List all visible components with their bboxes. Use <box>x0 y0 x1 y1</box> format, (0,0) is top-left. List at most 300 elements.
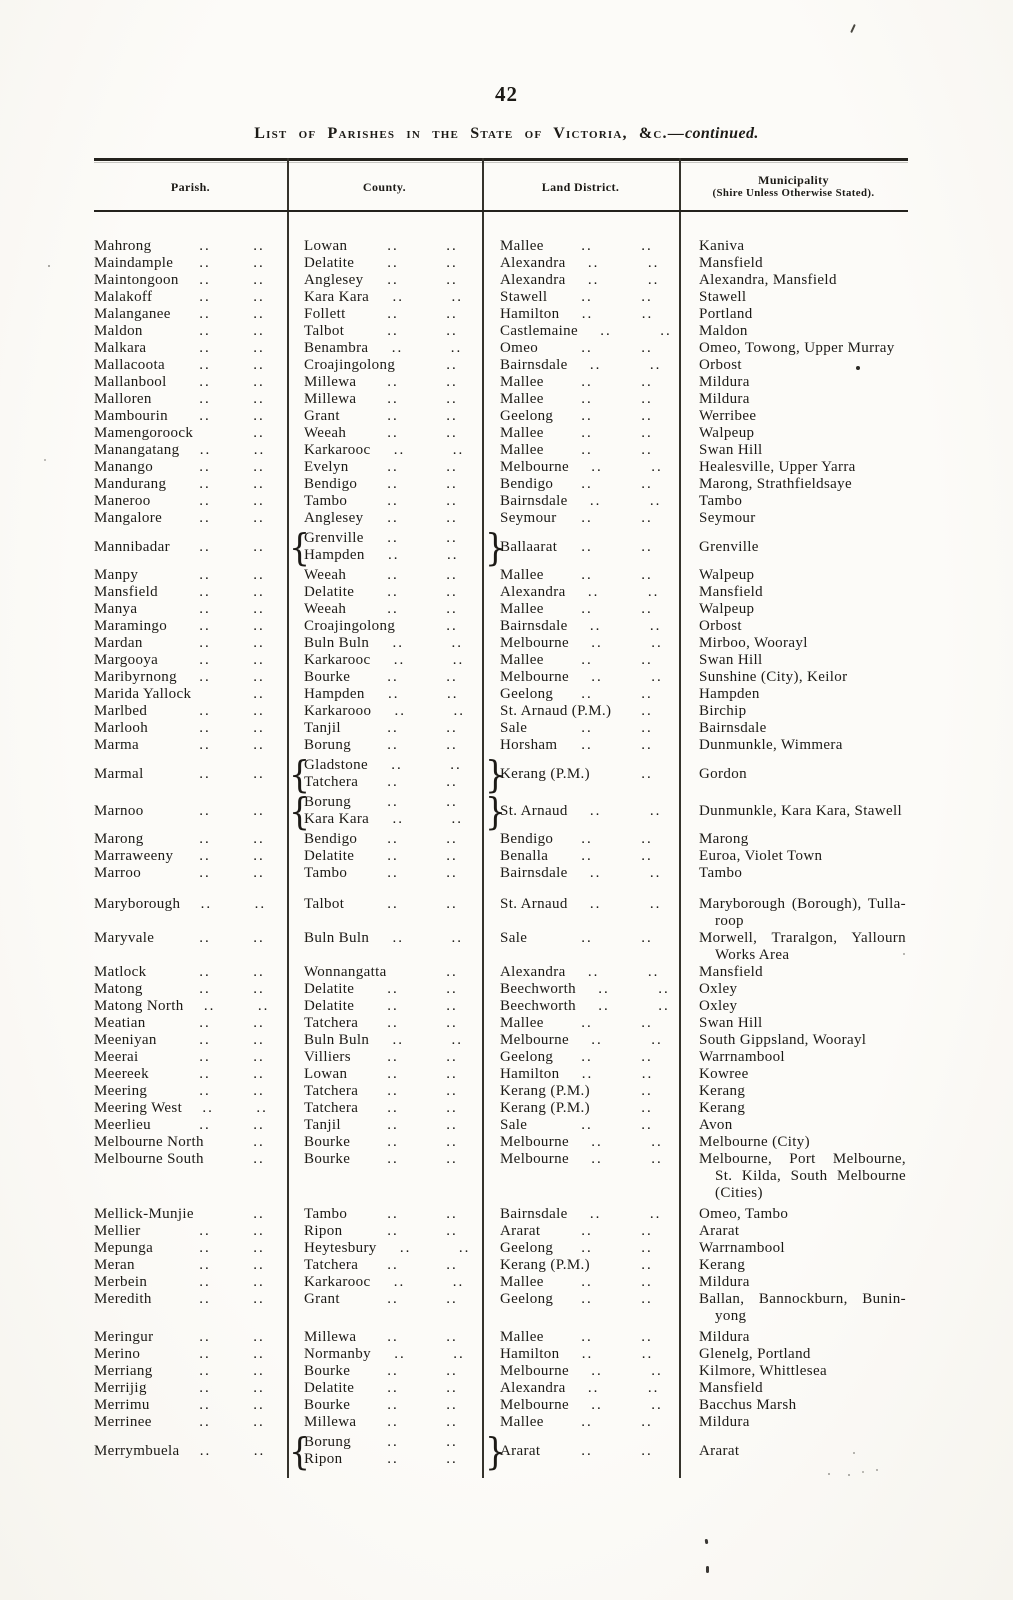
county-line <box>304 1240 482 1257</box>
leader-dots: .. <box>199 584 211 600</box>
county-name: Bourke <box>304 1363 351 1379</box>
land-district-name: Mallee <box>500 652 544 668</box>
leader-dots: .. <box>581 831 593 847</box>
leader-dots: .. <box>450 340 463 356</box>
parish-line <box>94 1206 287 1223</box>
parish-line <box>94 340 287 357</box>
parish-name: Maintongoon <box>94 272 179 288</box>
leader-dots: .. <box>641 720 653 736</box>
county-name: Normanby <box>304 1346 371 1362</box>
land-line <box>500 1206 679 1223</box>
leader-dots: .. <box>253 765 265 782</box>
leader-dots: .. <box>589 493 602 509</box>
curly-brace-right: } <box>485 1429 506 1473</box>
parish-cell <box>94 930 287 964</box>
parish-name: Mellier <box>94 1223 141 1239</box>
parish-cell <box>94 794 287 828</box>
parish-cell <box>94 848 287 865</box>
table-row <box>94 1414 908 1431</box>
leader-dots: .. <box>446 567 458 583</box>
leader-dots: .. <box>387 1434 399 1450</box>
leader-dots: .. <box>199 802 211 819</box>
land-line <box>500 831 679 848</box>
parish-line <box>94 1291 287 1308</box>
municipality-text: Mansfield <box>699 1380 763 1396</box>
land-district-name: Omeo <box>500 340 539 356</box>
county-cell <box>287 752 482 796</box>
land-district-cell <box>482 1257 679 1274</box>
leader-dots: .. <box>641 289 653 305</box>
county-name: Borung <box>304 737 352 753</box>
county-cell <box>287 238 482 255</box>
leader-dots: .. <box>387 476 399 492</box>
municipality-text: Swan Hill <box>699 652 763 668</box>
parish-cell <box>94 686 287 703</box>
leader-dots: .. <box>253 981 265 997</box>
county-name: Grant <box>304 1291 340 1307</box>
municipality-cell <box>679 1329 908 1346</box>
table-row <box>94 981 908 998</box>
parish-cell <box>94 1414 287 1431</box>
land-district-name: Alexandra <box>500 584 566 600</box>
county-line <box>304 1134 482 1151</box>
leader-dots: .. <box>446 774 458 790</box>
parish-line <box>94 930 287 947</box>
leader-dots: .. <box>200 896 213 912</box>
ink-speck <box>44 459 46 461</box>
column-header-county: County. <box>362 179 407 194</box>
municipality-text <box>699 930 906 964</box>
county-line <box>304 831 482 848</box>
leader-dots: .. <box>581 720 593 736</box>
land-district-cell <box>482 323 679 340</box>
land-district-cell <box>482 601 679 618</box>
county-cell <box>287 831 482 848</box>
county-line <box>304 652 482 669</box>
land-line <box>500 408 679 425</box>
parish-name: Mamengoroock <box>94 425 194 441</box>
parish-cell <box>94 669 287 686</box>
parish-line <box>94 306 287 323</box>
leader-dots: .. <box>589 896 602 912</box>
parish-name: Meeniyan <box>94 1032 157 1048</box>
county-cell <box>287 1083 482 1100</box>
table-row <box>94 1257 908 1274</box>
land-district-cell <box>482 998 679 1015</box>
municipality-cell <box>679 1414 908 1431</box>
leader-dots: .. <box>253 1151 265 1167</box>
leader-dots: .. <box>392 1032 404 1048</box>
leader-dots: .. <box>641 1329 653 1345</box>
parish-name: Matlock <box>94 964 147 980</box>
parish-cell <box>94 1240 287 1257</box>
county-cell <box>287 1151 482 1202</box>
leader-dots: .. <box>253 1291 265 1307</box>
parish-line <box>94 1151 287 1168</box>
land-district-name: Ararat <box>500 1442 541 1459</box>
leader-dots: .. <box>446 1363 458 1379</box>
land-district-cell <box>482 848 679 865</box>
leader-dots: .. <box>641 425 653 441</box>
leader-dots: .. <box>199 669 211 685</box>
county-cell <box>287 525 482 569</box>
parish-line <box>94 1049 287 1066</box>
leader-dots: .. <box>446 306 458 322</box>
parish-name: Meerlieu <box>94 1117 151 1133</box>
land-line <box>500 1291 679 1308</box>
table-row <box>94 635 908 652</box>
leader-dots: .. <box>387 1329 399 1345</box>
leader-dots: .. <box>387 1015 399 1031</box>
leader-dots: .. <box>641 1274 653 1290</box>
municipality-cell <box>679 1434 908 1468</box>
land-district-cell <box>482 1083 679 1100</box>
county-cell <box>287 1134 482 1151</box>
leader-dots: .. <box>387 1100 399 1116</box>
leader-dots: .. <box>641 476 653 492</box>
table-row <box>94 865 908 882</box>
parish-name: Marnoo <box>94 802 144 819</box>
table-row <box>94 601 908 618</box>
parish-line <box>94 766 287 783</box>
parish-line <box>94 539 287 556</box>
parish-line <box>94 374 287 391</box>
parish-name: Manya <box>94 601 138 617</box>
leader-dots: .. <box>452 442 465 458</box>
parish-cell <box>94 964 287 981</box>
parish-name: Marmal <box>94 765 144 782</box>
parish-name: Melbourne North <box>94 1134 204 1150</box>
leader-dots: .. <box>387 510 399 526</box>
county-line <box>304 1066 482 1083</box>
parish-name: Mallacoota <box>94 357 165 373</box>
leader-dots: .. <box>199 272 211 288</box>
leader-dots: .. <box>447 547 459 563</box>
municipality-text: Oxley <box>699 998 738 1014</box>
leader-dots: .. <box>253 737 265 753</box>
leader-dots: .. <box>253 1049 265 1065</box>
leader-dots: .. <box>641 1346 654 1362</box>
parish-name: Marlbed <box>94 703 148 719</box>
land-district-cell <box>482 1346 679 1363</box>
leader-dots: .. <box>387 425 399 441</box>
table-row <box>94 567 908 584</box>
leader-dots: .. <box>641 1117 653 1133</box>
table-row <box>94 584 908 601</box>
land-district-cell <box>482 510 679 527</box>
county-name: Tanjil <box>304 1117 341 1133</box>
county-line <box>304 848 482 865</box>
parish-name: Manangatang <box>94 442 180 458</box>
parish-name: Malloren <box>94 391 152 407</box>
leader-dots: .. <box>199 1414 211 1430</box>
land-line <box>500 510 679 527</box>
municipality-text: Birchip <box>699 703 747 719</box>
parish-line <box>94 1329 287 1346</box>
table-row <box>94 1223 908 1240</box>
land-line <box>500 686 679 703</box>
county-cell <box>287 374 482 391</box>
land-district-cell <box>482 1240 679 1257</box>
land-district-name: Geelong <box>500 1049 554 1065</box>
county-name: Bourke <box>304 1397 351 1413</box>
leader-dots: .. <box>446 323 458 339</box>
leader-dots: .. <box>387 1117 399 1133</box>
ink-speck <box>848 1474 850 1476</box>
leader-dots: .. <box>587 584 600 600</box>
leader-dots: .. <box>641 1083 653 1099</box>
leader-dots: .. <box>199 848 211 864</box>
municipality-cell <box>679 1206 908 1223</box>
leader-dots: .. <box>199 255 211 271</box>
county-line <box>304 774 482 791</box>
land-line <box>500 493 679 510</box>
land-line <box>500 1443 679 1460</box>
leader-dots: .. <box>199 930 211 946</box>
leader-dots: .. <box>387 272 399 288</box>
leader-dots: .. <box>387 1451 399 1467</box>
municipality-cell <box>679 238 908 255</box>
land-district-cell <box>482 289 679 306</box>
leader-dots: .. <box>647 1380 660 1396</box>
parish-line <box>94 618 287 635</box>
municipality-text: Swan Hill <box>699 1015 763 1031</box>
table-row <box>94 652 908 669</box>
municipality-cell <box>679 391 908 408</box>
county-line <box>304 1363 482 1380</box>
land-district-cell <box>482 1117 679 1134</box>
parish-line <box>94 737 287 754</box>
leader-dots: .. <box>253 669 265 685</box>
leader-dots: .. <box>387 530 399 546</box>
county-name: Weeah <box>304 601 347 617</box>
leader-dots: .. <box>253 442 266 458</box>
county-name: Evelyn <box>304 459 349 475</box>
leader-dots: .. <box>199 1257 211 1273</box>
municipality-text: Glenelg, Portland <box>699 1346 811 1362</box>
leader-dots: .. <box>450 757 462 773</box>
leader-dots: .. <box>641 737 653 753</box>
municipality-line: Ballan, Bannockburn, Bunin- <box>699 1291 906 1307</box>
county-line <box>304 567 482 584</box>
leader-dots: .. <box>446 964 458 980</box>
land-district-name: St. Arnaud <box>500 802 568 819</box>
parish-cell <box>94 391 287 408</box>
parish-line <box>94 1223 287 1240</box>
leader-dots: .. <box>641 1049 653 1065</box>
leader-dots: .. <box>253 408 265 424</box>
parish-line <box>94 1134 287 1151</box>
leader-dots: .. <box>199 601 211 617</box>
parish-cell <box>94 601 287 618</box>
leader-dots: .. <box>387 1397 399 1413</box>
municipality-text: Dunmunkle, Wimmera <box>699 737 843 753</box>
parish-name: Mandurang <box>94 476 167 492</box>
municipality-cell <box>679 981 908 998</box>
land-district-cell <box>482 737 679 754</box>
table-row <box>94 476 908 493</box>
land-line <box>500 1380 679 1397</box>
county-cell <box>287 584 482 601</box>
county-line <box>304 493 482 510</box>
leader-dots: .. <box>651 1397 663 1413</box>
leader-dots: .. <box>199 1049 211 1065</box>
municipality-cell <box>679 1380 908 1397</box>
county-cell <box>287 1240 482 1257</box>
leader-dots: .. <box>581 306 594 322</box>
leader-dots: .. <box>446 1291 458 1307</box>
parish-name: Maryvale <box>94 930 155 946</box>
table-row <box>94 408 908 425</box>
leader-dots: .. <box>199 652 211 668</box>
county-name: Borung <box>304 1434 352 1450</box>
parish-cell <box>94 1363 287 1380</box>
parish-line <box>94 1015 287 1032</box>
county-cell <box>287 1346 482 1363</box>
leader-dots: .. <box>387 1134 399 1150</box>
land-line <box>500 357 679 374</box>
leader-dots: .. <box>581 391 593 407</box>
leader-dots: .. <box>446 1049 458 1065</box>
land-district-cell <box>482 686 679 703</box>
county-name: Bourke <box>304 669 351 685</box>
land-district-name: Bairnsdale <box>500 865 568 881</box>
municipality-text: Kaniva <box>699 238 745 254</box>
land-district-name: Sale <box>500 1117 528 1133</box>
parish-cell <box>94 340 287 357</box>
leader-dots: .. <box>446 601 458 617</box>
county-name: Gladstone <box>304 757 368 773</box>
parish-cell <box>94 1134 287 1151</box>
county-line <box>304 255 482 272</box>
leader-dots: .. <box>641 652 653 668</box>
leader-dots: .. <box>591 459 603 475</box>
leader-dots: .. <box>649 896 662 912</box>
land-line <box>500 1117 679 1134</box>
parish-cell <box>94 408 287 425</box>
county-brace-lines <box>304 757 482 791</box>
parish-cell <box>94 1257 287 1274</box>
land-district-name: Kerang (P.M.) <box>500 765 590 782</box>
leader-dots: .. <box>446 1206 458 1222</box>
table-row <box>94 510 908 527</box>
parish-name: Marlooh <box>94 720 149 736</box>
parish-name: Merrimu <box>94 1397 150 1413</box>
parish-name: Mardan <box>94 635 143 651</box>
leader-dots: .. <box>199 459 211 475</box>
parish-line <box>94 703 287 720</box>
table-row <box>94 720 908 737</box>
parish-line <box>94 323 287 340</box>
table-row <box>94 272 908 289</box>
leader-dots: .. <box>446 493 458 509</box>
parish-name: Mambourin <box>94 408 168 424</box>
leader-dots: .. <box>647 584 660 600</box>
leader-dots: .. <box>199 1291 211 1307</box>
parish-line <box>94 720 287 737</box>
county-line <box>304 618 482 635</box>
county-name: Buln Buln <box>304 930 370 946</box>
county-name: Delatite <box>304 1380 355 1396</box>
municipality-cell <box>679 306 908 323</box>
parish-line <box>94 1414 287 1431</box>
parish-line <box>94 669 287 686</box>
municipality-text: Orbost <box>699 618 742 634</box>
municipality-text: Mildura <box>699 1274 750 1290</box>
leader-dots: .. <box>387 720 399 736</box>
leader-dots: .. <box>387 998 399 1014</box>
parish-name: Mellick-Munjie <box>94 1206 194 1222</box>
county-line <box>304 930 482 947</box>
municipality-cell <box>679 408 908 425</box>
county-name: Grenville <box>304 530 364 546</box>
municipality-text: Mildura <box>699 374 750 390</box>
municipality-cell <box>679 601 908 618</box>
leader-dots: .. <box>591 635 603 651</box>
leader-dots: .. <box>253 1329 265 1345</box>
leader-dots: .. <box>253 848 265 864</box>
leader-dots: .. <box>387 774 399 790</box>
land-district-cell <box>482 255 679 272</box>
land-line <box>500 803 688 820</box>
land-district-name: Melbourne <box>500 1032 569 1048</box>
land-line <box>500 539 679 556</box>
parish-name: Meereek <box>94 1066 149 1082</box>
leader-dots: .. <box>392 289 404 305</box>
leader-dots: .. <box>253 459 265 475</box>
leader-dots: .. <box>446 357 458 373</box>
leader-dots: .. <box>591 1032 603 1048</box>
county-name: Anglesey <box>304 510 364 526</box>
land-district-name: Melbourne <box>500 1397 569 1413</box>
land-district-name: Beechworth <box>500 998 576 1014</box>
county-cell <box>287 476 482 493</box>
municipality-text: Mirboo, Woorayl <box>699 635 808 651</box>
land-district-cell <box>482 1414 679 1431</box>
land-district-name: Geelong <box>500 1240 554 1256</box>
leader-dots: .. <box>641 601 653 617</box>
leader-dots: .. <box>446 831 458 847</box>
leader-dots: .. <box>253 1066 265 1082</box>
county-cell <box>287 510 482 527</box>
parish-name: Melbourne South <box>94 1151 204 1167</box>
county-cell <box>287 1117 482 1134</box>
leader-dots: .. <box>581 340 593 356</box>
parish-name: Meran <box>94 1257 135 1273</box>
leader-dots: .. <box>253 1274 265 1290</box>
county-line <box>304 306 482 323</box>
county-cell <box>287 1015 482 1032</box>
land-district-name: Kerang (P.M.) <box>500 1257 590 1273</box>
leader-dots: .. <box>392 635 404 651</box>
land-district-cell <box>482 1380 679 1397</box>
municipality-line: (Cities) <box>715 1185 763 1201</box>
county-cell <box>287 1397 482 1414</box>
land-district-cell <box>482 635 679 652</box>
county-line <box>304 794 482 811</box>
municipality-text: Maldon <box>699 323 748 339</box>
leader-dots: .. <box>587 964 600 980</box>
municipality-line: Morwell, Traralgon, Yallourn <box>699 930 906 946</box>
land-district-cell <box>482 1015 679 1032</box>
land-district-name: Bairnsdale <box>500 493 568 509</box>
municipality-cell <box>679 669 908 686</box>
leader-dots: .. <box>387 831 399 847</box>
county-line <box>304 289 482 306</box>
county-name: Heytesbury <box>304 1240 377 1256</box>
parish-name: Merbein <box>94 1274 148 1290</box>
parish-line <box>94 567 287 584</box>
